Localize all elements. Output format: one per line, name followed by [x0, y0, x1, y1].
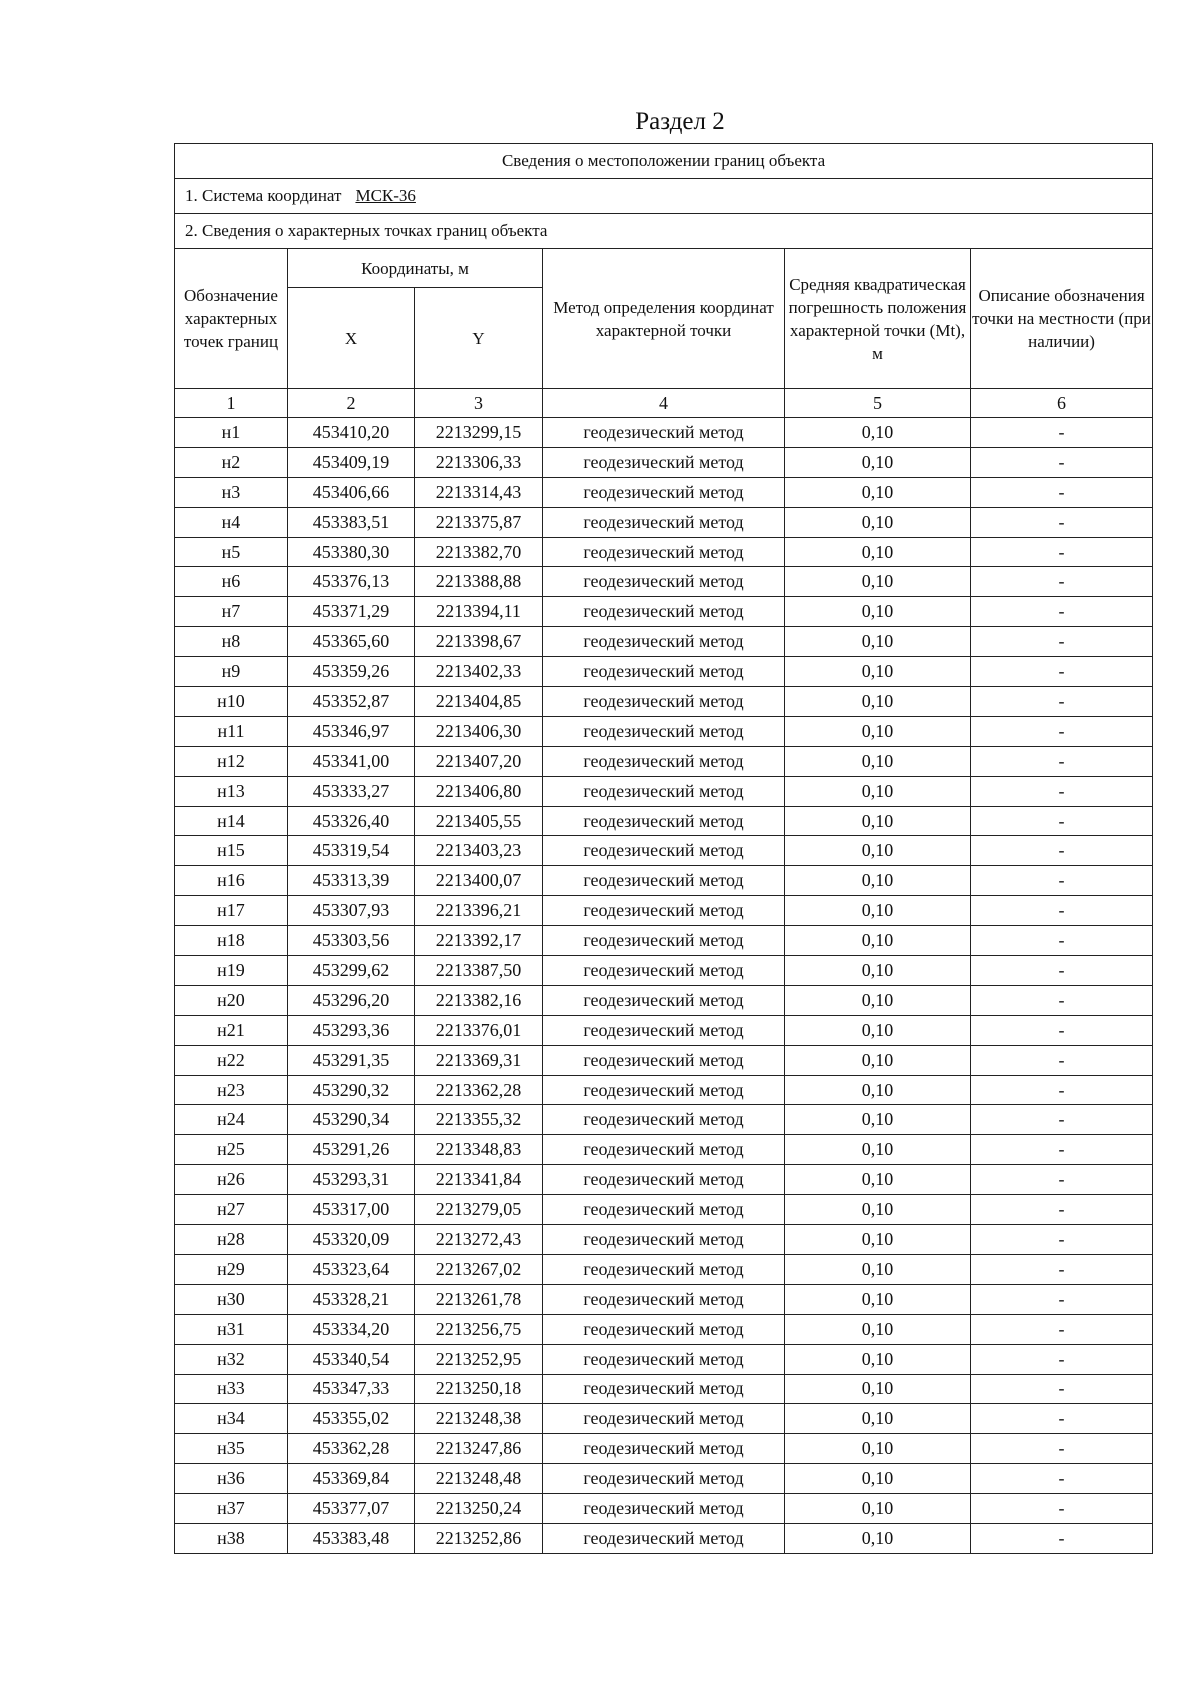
point-id: н8 — [175, 627, 288, 657]
table-title-row — [175, 144, 1153, 179]
method: геодезический метод — [543, 1135, 785, 1165]
table-row — [175, 657, 1153, 687]
coord-x: 453371,29 — [288, 597, 415, 627]
table-row — [175, 537, 1153, 567]
method: геодезический метод — [543, 1105, 785, 1135]
table-row — [175, 447, 1153, 477]
description: - — [971, 1254, 1153, 1284]
description: - — [971, 1344, 1153, 1374]
table-row — [175, 1254, 1153, 1284]
coord-x: 453377,07 — [288, 1494, 415, 1524]
coord-x: 453406,66 — [288, 477, 415, 507]
point-id: н19 — [175, 956, 288, 986]
coord-y: 2213306,33 — [415, 447, 543, 477]
table-row — [175, 1165, 1153, 1195]
table-row — [175, 926, 1153, 956]
description: - — [971, 956, 1153, 986]
point-rows — [175, 418, 1153, 1554]
point-id: н25 — [175, 1135, 288, 1165]
coord-x: 453291,35 — [288, 1045, 415, 1075]
header-description: Описание обозначения точки на местности (при наличии) — [971, 249, 1153, 389]
mt-error: 0,10 — [785, 1165, 971, 1195]
coord-x: 453340,54 — [288, 1344, 415, 1374]
point-id: н6 — [175, 567, 288, 597]
mt-error: 0,10 — [785, 746, 971, 776]
method: геодезический метод — [543, 806, 785, 836]
mt-error: 0,10 — [785, 537, 971, 567]
coord-y: 2213272,43 — [415, 1225, 543, 1255]
point-id: н16 — [175, 866, 288, 896]
coord-x: 453291,26 — [288, 1135, 415, 1165]
coord-y: 2213252,86 — [415, 1523, 543, 1553]
point-id: н18 — [175, 926, 288, 956]
coord-x: 453320,09 — [288, 1225, 415, 1255]
coord-x: 453383,51 — [288, 507, 415, 537]
header-row-1 — [175, 249, 1153, 288]
point-id: н32 — [175, 1344, 288, 1374]
coord-y: 2213406,80 — [415, 776, 543, 806]
coord-x: 453359,26 — [288, 657, 415, 687]
coord-x: 453409,19 — [288, 447, 415, 477]
point-id: н20 — [175, 985, 288, 1015]
method: геодезический метод — [543, 657, 785, 687]
method: геодезический метод — [543, 1015, 785, 1045]
point-id: н12 — [175, 746, 288, 776]
table-row — [175, 567, 1153, 597]
table-row — [175, 746, 1153, 776]
mt-error: 0,10 — [785, 985, 971, 1015]
mt-error: 0,10 — [785, 806, 971, 836]
method: геодезический метод — [543, 956, 785, 986]
coord-y: 2213404,85 — [415, 687, 543, 717]
coord-x: 453380,30 — [288, 537, 415, 567]
description: - — [971, 866, 1153, 896]
method: геодезический метод — [543, 1404, 785, 1434]
point-id: н11 — [175, 716, 288, 746]
coord-x: 453383,48 — [288, 1523, 415, 1553]
mt-error: 0,10 — [785, 1254, 971, 1284]
mt-error: 0,10 — [785, 1434, 971, 1464]
coord-y: 2213375,87 — [415, 507, 543, 537]
coord-y: 2213314,43 — [415, 477, 543, 507]
table-row — [175, 956, 1153, 986]
description: - — [971, 1225, 1153, 1255]
method: геодезический метод — [543, 1344, 785, 1374]
mt-error: 0,10 — [785, 716, 971, 746]
point-id: н38 — [175, 1523, 288, 1553]
points-heading: 2. Сведения о характерных точках границ объекта — [175, 214, 1153, 249]
header-method: Метод определения координат характерной точки — [543, 249, 785, 389]
mt-error: 0,10 — [785, 1195, 971, 1225]
point-id: н7 — [175, 597, 288, 627]
point-id: н33 — [175, 1374, 288, 1404]
column-number: 2 — [288, 389, 415, 418]
table-title: Сведения о местоположении границ объекта — [175, 144, 1153, 179]
method: геодезический метод — [543, 1284, 785, 1314]
description: - — [971, 1135, 1153, 1165]
description: - — [971, 896, 1153, 926]
description: - — [971, 1075, 1153, 1105]
coord-x: 453341,00 — [288, 746, 415, 776]
coord-x: 453323,64 — [288, 1254, 415, 1284]
column-number: 4 — [543, 389, 785, 418]
coord-x: 453299,62 — [288, 956, 415, 986]
method: геодезический метод — [543, 866, 785, 896]
column-number: 3 — [415, 389, 543, 418]
table-row — [175, 1374, 1153, 1404]
method: геодезический метод — [543, 567, 785, 597]
coord-y: 2213256,75 — [415, 1314, 543, 1344]
mt-error: 0,10 — [785, 447, 971, 477]
method: геодезический метод — [543, 1464, 785, 1494]
description: - — [971, 1434, 1153, 1464]
mt-error: 0,10 — [785, 627, 971, 657]
coord-y: 2213407,20 — [415, 746, 543, 776]
coord-x: 453355,02 — [288, 1404, 415, 1434]
mt-error: 0,10 — [785, 836, 971, 866]
method: геодезический метод — [543, 985, 785, 1015]
coord-x: 453290,32 — [288, 1075, 415, 1105]
coord-x: 453296,20 — [288, 985, 415, 1015]
point-id: н31 — [175, 1314, 288, 1344]
mt-error: 0,10 — [785, 1494, 971, 1524]
coord-y: 2213382,70 — [415, 537, 543, 567]
point-id: н4 — [175, 507, 288, 537]
table-row — [175, 1314, 1153, 1344]
column-number: 5 — [785, 389, 971, 418]
description: - — [971, 418, 1153, 448]
description: - — [971, 746, 1153, 776]
coord-y: 2213362,28 — [415, 1075, 543, 1105]
table-row — [175, 1075, 1153, 1105]
coord-x: 453307,93 — [288, 896, 415, 926]
point-id: н27 — [175, 1195, 288, 1225]
header-x: X — [288, 288, 415, 389]
mt-error: 0,10 — [785, 477, 971, 507]
description: - — [971, 776, 1153, 806]
coord-y: 2213394,11 — [415, 597, 543, 627]
coord-x: 453376,13 — [288, 567, 415, 597]
coord-y: 2213376,01 — [415, 1015, 543, 1045]
description: - — [971, 1045, 1153, 1075]
table-row — [175, 866, 1153, 896]
description: - — [971, 926, 1153, 956]
coord-y: 2213250,24 — [415, 1494, 543, 1524]
point-id: н28 — [175, 1225, 288, 1255]
coord-x: 453319,54 — [288, 836, 415, 866]
mt-error: 0,10 — [785, 1284, 971, 1314]
table-row — [175, 1344, 1153, 1374]
coord-y: 2213250,18 — [415, 1374, 543, 1404]
mt-error: 0,10 — [785, 896, 971, 926]
coord-y: 2213398,67 — [415, 627, 543, 657]
method: геодезический метод — [543, 1254, 785, 1284]
method: геодезический метод — [543, 776, 785, 806]
coord-x: 453362,28 — [288, 1434, 415, 1464]
description: - — [971, 1404, 1153, 1434]
table-row — [175, 1434, 1153, 1464]
point-id: н35 — [175, 1434, 288, 1464]
description: - — [971, 687, 1153, 717]
coord-y: 2213355,32 — [415, 1105, 543, 1135]
point-id: н30 — [175, 1284, 288, 1314]
coord-y: 2213406,30 — [415, 716, 543, 746]
mt-error: 0,10 — [785, 1374, 971, 1404]
point-id: н26 — [175, 1165, 288, 1195]
column-numbers-row — [175, 389, 1153, 418]
description: - — [971, 477, 1153, 507]
mt-error: 0,10 — [785, 1105, 971, 1135]
description: - — [971, 716, 1153, 746]
table-row — [175, 1404, 1153, 1434]
description: - — [971, 1165, 1153, 1195]
header-designation: Обозначение характерных точек границ — [175, 249, 288, 389]
method: геодезический метод — [543, 477, 785, 507]
mt-error: 0,10 — [785, 926, 971, 956]
coord-x: 453290,34 — [288, 1105, 415, 1135]
description: - — [971, 1015, 1153, 1045]
method: геодезический метод — [543, 537, 785, 567]
table-row — [175, 896, 1153, 926]
method: геодезический метод — [543, 447, 785, 477]
method: геодезический метод — [543, 627, 785, 657]
coord-y: 2213248,48 — [415, 1464, 543, 1494]
description: - — [971, 1523, 1153, 1553]
description: - — [971, 806, 1153, 836]
mt-error: 0,10 — [785, 1404, 971, 1434]
coord-x: 453410,20 — [288, 418, 415, 448]
coord-x: 453293,31 — [288, 1165, 415, 1195]
description: - — [971, 567, 1153, 597]
method: геодезический метод — [543, 716, 785, 746]
mt-error: 0,10 — [785, 776, 971, 806]
table-row — [175, 1105, 1153, 1135]
boundary-points-table — [174, 143, 1153, 1554]
description: - — [971, 447, 1153, 477]
method: геодезический метод — [543, 1494, 785, 1524]
description: - — [971, 627, 1153, 657]
point-id: н23 — [175, 1075, 288, 1105]
coord-y: 2213279,05 — [415, 1195, 543, 1225]
coord-system-value: МСК-36 — [355, 186, 416, 205]
method: геодезический метод — [543, 746, 785, 776]
description: - — [971, 537, 1153, 567]
coord-y: 2213369,31 — [415, 1045, 543, 1075]
coord-x: 453293,36 — [288, 1015, 415, 1045]
coord-y: 2213396,21 — [415, 896, 543, 926]
coord-x: 453333,27 — [288, 776, 415, 806]
method: геодезический метод — [543, 1045, 785, 1075]
coord-y: 2213247,86 — [415, 1434, 543, 1464]
description: - — [971, 836, 1153, 866]
point-id: н21 — [175, 1015, 288, 1045]
coord-y: 2213388,88 — [415, 567, 543, 597]
point-id: н14 — [175, 806, 288, 836]
mt-error: 0,10 — [785, 1015, 971, 1045]
coord-x: 453334,20 — [288, 1314, 415, 1344]
description: - — [971, 657, 1153, 687]
method: геодезический метод — [543, 597, 785, 627]
description: - — [971, 1494, 1153, 1524]
table-row — [175, 597, 1153, 627]
coord-y: 2213252,95 — [415, 1344, 543, 1374]
coord-y: 2213387,50 — [415, 956, 543, 986]
coord-x: 453326,40 — [288, 806, 415, 836]
mt-error: 0,10 — [785, 597, 971, 627]
method: геодезический метод — [543, 1374, 785, 1404]
mt-error: 0,10 — [785, 418, 971, 448]
table-row — [175, 985, 1153, 1015]
table-row — [175, 1015, 1153, 1045]
coord-x: 453317,00 — [288, 1195, 415, 1225]
point-id: н22 — [175, 1045, 288, 1075]
mt-error: 0,10 — [785, 1344, 971, 1374]
point-id: н9 — [175, 657, 288, 687]
point-id: н17 — [175, 896, 288, 926]
description: - — [971, 597, 1153, 627]
table-row — [175, 776, 1153, 806]
coord-y: 2213382,16 — [415, 985, 543, 1015]
header-y: Y — [415, 288, 543, 389]
mt-error: 0,10 — [785, 687, 971, 717]
point-id: н24 — [175, 1105, 288, 1135]
point-id: н5 — [175, 537, 288, 567]
coord-x: 453346,97 — [288, 716, 415, 746]
point-id: н1 — [175, 418, 288, 448]
table-row — [175, 1045, 1153, 1075]
table-row — [175, 1135, 1153, 1165]
point-id: н3 — [175, 477, 288, 507]
mt-error: 0,10 — [785, 1225, 971, 1255]
description: - — [971, 1464, 1153, 1494]
coord-x: 453328,21 — [288, 1284, 415, 1314]
method: геодезический метод — [543, 507, 785, 537]
table-row — [175, 477, 1153, 507]
table-row — [175, 1494, 1153, 1524]
method: геодезический метод — [543, 1314, 785, 1344]
coord-y: 2213392,17 — [415, 926, 543, 956]
point-id: н34 — [175, 1404, 288, 1434]
table-row — [175, 1284, 1153, 1314]
coord-system — [175, 179, 1153, 214]
mt-error: 0,10 — [785, 1314, 971, 1344]
method: геодезический метод — [543, 1225, 785, 1255]
section-title: Раздел 2 — [635, 108, 725, 135]
coord-x: 453313,39 — [288, 866, 415, 896]
description: - — [971, 1314, 1153, 1344]
table-row — [175, 507, 1153, 537]
description: - — [971, 507, 1153, 537]
mt-error: 0,10 — [785, 657, 971, 687]
method: геодезический метод — [543, 836, 785, 866]
method: геодезический метод — [543, 418, 785, 448]
method: геодезический метод — [543, 1165, 785, 1195]
description: - — [971, 1374, 1153, 1404]
mt-error: 0,10 — [785, 507, 971, 537]
coord-x: 453352,87 — [288, 687, 415, 717]
column-number: 6 — [971, 389, 1153, 418]
table-row — [175, 1225, 1153, 1255]
table-row — [175, 806, 1153, 836]
method: геодезический метод — [543, 1075, 785, 1105]
coord-y: 2213299,15 — [415, 418, 543, 448]
coord-x: 453369,84 — [288, 1464, 415, 1494]
coord-y: 2213267,02 — [415, 1254, 543, 1284]
description: - — [971, 1195, 1153, 1225]
coord-y: 2213400,07 — [415, 866, 543, 896]
point-id: н2 — [175, 447, 288, 477]
table-row — [175, 836, 1153, 866]
description: - — [971, 1284, 1153, 1314]
coord-y: 2213261,78 — [415, 1284, 543, 1314]
description: - — [971, 985, 1153, 1015]
points-heading-row — [175, 214, 1153, 249]
coord-x: 453347,33 — [288, 1374, 415, 1404]
table-row — [175, 1523, 1153, 1553]
coord-x: 453303,56 — [288, 926, 415, 956]
table-row — [175, 418, 1153, 448]
column-number: 1 — [175, 389, 288, 418]
table-row — [175, 1464, 1153, 1494]
coord-y: 2213348,83 — [415, 1135, 543, 1165]
header-coordinates: Координаты, м — [288, 249, 543, 288]
mt-error: 0,10 — [785, 1075, 971, 1105]
mt-error: 0,10 — [785, 567, 971, 597]
coord-x: 453365,60 — [288, 627, 415, 657]
method: геодезический метод — [543, 896, 785, 926]
mt-error: 0,10 — [785, 956, 971, 986]
mt-error: 0,10 — [785, 1135, 971, 1165]
coord-y: 2213405,55 — [415, 806, 543, 836]
mt-error: 0,10 — [785, 1045, 971, 1075]
table-row — [175, 1195, 1153, 1225]
mt-error: 0,10 — [785, 866, 971, 896]
method: геодезический метод — [543, 926, 785, 956]
coord-system-row — [175, 179, 1153, 214]
table-row — [175, 627, 1153, 657]
method: геодезический метод — [543, 1523, 785, 1553]
coord-y: 2213341,84 — [415, 1165, 543, 1195]
point-id: н36 — [175, 1464, 288, 1494]
mt-error: 0,10 — [785, 1523, 971, 1553]
coord-y: 2213403,23 — [415, 836, 543, 866]
point-id: н10 — [175, 687, 288, 717]
mt-error: 0,10 — [785, 1464, 971, 1494]
point-id: н15 — [175, 836, 288, 866]
description: - — [971, 1105, 1153, 1135]
header-error: Средняя квадратическая погрешность положения характерной точки (Mt), м — [785, 249, 971, 389]
point-id: н13 — [175, 776, 288, 806]
coord-system-label: 1. Система координат — [185, 186, 342, 205]
table-row — [175, 687, 1153, 717]
table-row — [175, 716, 1153, 746]
method: геодезический метод — [543, 687, 785, 717]
method: геодезический метод — [543, 1195, 785, 1225]
coord-y: 2213402,33 — [415, 657, 543, 687]
method: геодезический метод — [543, 1434, 785, 1464]
coord-y: 2213248,38 — [415, 1404, 543, 1434]
point-id: н37 — [175, 1494, 288, 1524]
point-id: н29 — [175, 1254, 288, 1284]
